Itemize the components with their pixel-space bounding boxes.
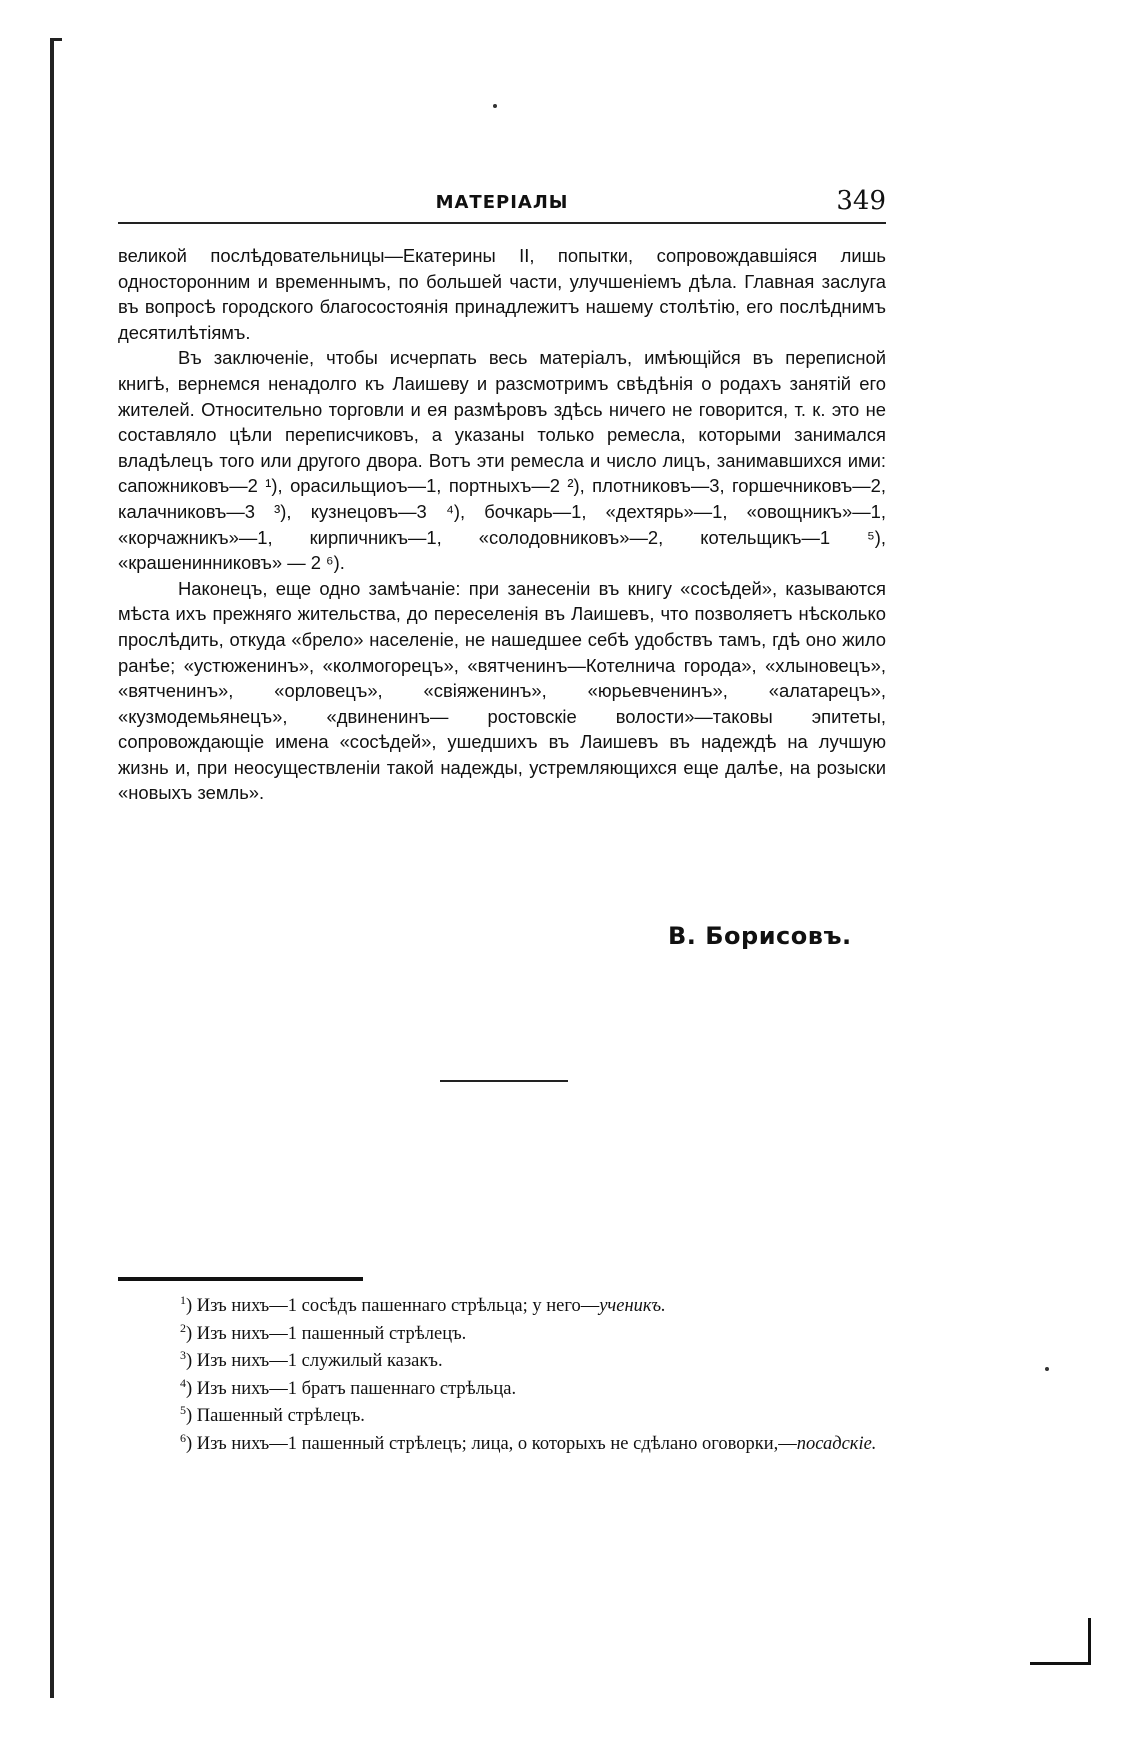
footnote-mark: 2 <box>180 1320 186 1335</box>
footnote: $^2$) Изъ нихъ—1 пашенный стрѣлецъ. <box>180 1320 467 1344</box>
scan-corner-mark <box>1030 1618 1091 1665</box>
running-title: МАТЕРІАЛЫ <box>435 192 569 213</box>
footnote-mark: 6 <box>180 1430 186 1445</box>
footnote-text: Изъ нихъ—1 пашенный стрѣлецъ. <box>196 1323 467 1344</box>
scan-mark <box>50 38 62 41</box>
footnote-italic: посадскіе. <box>796 1433 877 1454</box>
paragraph: Въ заключеніе, чтобы исчерпать весь матеріалъ, имѣющійся въ переписной книгѣ, вернемся ненадолго къ Лаишеву и разсмотримъ свѣдѣнія о родахъ занятій его жителей. Относительно торговли и ея размѣровъ здѣсь ничего не говорится, т. к. это не составляло цѣли переписчиковъ, а указаны только ремесла, которыми занимался владѣлецъ того или другого двора. Вотъ эти ремесла и число лицъ, занимавшихся ими: сапожниковъ—2 ¹), орасильщиоъ—1, портныхъ—2 ²), плотниковъ—3, горшечниковъ—2, калачниковъ—3 ³), кузнецовъ—3 ⁴), бочкарь—1, «дехтярь»—1, «овощникъ»—1, «корчажникъ»—1, кирпичникъ—1, «солодовниковъ»—2, котельщикъ—1 ⁵), «крашенинниковъ» — 2 ⁶). <box>118 347 886 574</box>
footnote: $^6$) Изъ нихъ—1 пашенный стрѣлецъ; лица, о которыхъ не сдѣлано оговорки,—посадскіе. <box>180 1430 877 1454</box>
scan-speck <box>493 104 497 108</box>
footnote-mark: 5 <box>180 1402 186 1417</box>
footnote: $^3$) Изъ нихъ—1 служилый казакъ. <box>180 1347 443 1371</box>
paragraph: великой послѣдовательницы—Екатерины II, попытки, сопровождавшіяся лишь односторонним и временнымъ, по большей части, улучшеніемъ дѣла. Главная заслуга въ вопросѣ городского благосостоянія принадлежитъ нашему столѣтію, его послѣднимъ десятилѣтіямъ. <box>118 245 886 343</box>
scan-page-edge <box>50 38 54 1698</box>
footnote-mark: 1 <box>180 1292 186 1307</box>
footnote: $^1$) Изъ нихъ—1 сосѣдъ пашеннаго стрѣльца; у него—ученикъ. <box>180 1292 666 1316</box>
footnotes <box>118 1293 888 1458</box>
page-number: 349 <box>836 186 886 216</box>
scan-speck <box>1045 1367 1049 1371</box>
article-body <box>118 243 886 806</box>
footnote-text: Изъ нихъ—1 пашенный стрѣлецъ; лица, о которыхъ не сдѣлано оговорки,— <box>196 1433 797 1454</box>
footnote: $^4$) Изъ нихъ—1 братъ пашеннаго стрѣльца. <box>180 1375 517 1399</box>
footnote-text: Изъ нихъ—1 служилый казакъ. <box>196 1351 443 1371</box>
footnote-rule <box>118 1277 363 1281</box>
footnote-mark: 3 <box>180 1347 186 1362</box>
footnote: $^5$) Пашенный стрѣлецъ. <box>180 1402 365 1426</box>
author-signature: В. Борисовъ. <box>668 922 852 950</box>
footnote-text: Изъ нихъ—1 братъ пашеннаго стрѣльца. <box>196 1378 517 1399</box>
paragraph: Наконецъ, еще одно замѣчаніе: при занесеніи въ книгу «сосѣдей», казываются мѣста ихъ прежняго жительства, до переселенія въ Лаишевъ, что позволяетъ нѣсколько прослѣдить, откуда «брело» населеніе, не нашедшее себѣ удобствъ тамъ, гдѣ оно жило ранѣе; «устюженинъ», «колмогорецъ», «вятчeнинъ—Котелнича города», «хлыновецъ», «вятченинъ», «орловецъ», «свіяженинъ», «юрьевченинъ», «алатарецъ», «кузмодемьянецъ», «двиненинъ— ростовскіе волости»—таковы эпитеты, сопровождающіе имена «сосѣдей», ушедшихъ въ Лаишевъ въ надеждѣ на лучшую жизнь и, при неосуществленіи такой надежды, устремляющихся еще далѣе, на розыски «новыхъ земль». <box>118 577 886 804</box>
page-header <box>118 188 886 224</box>
footnote-italic: ученикъ. <box>599 1296 666 1316</box>
section-divider <box>440 1080 568 1082</box>
footnote-text: Изъ нихъ—1 сосѣдъ пашеннаго стрѣльца; у него— <box>196 1296 600 1316</box>
footnote-text: Пашенный стрѣлецъ. <box>196 1406 365 1426</box>
footnote-mark: 4 <box>180 1375 186 1390</box>
